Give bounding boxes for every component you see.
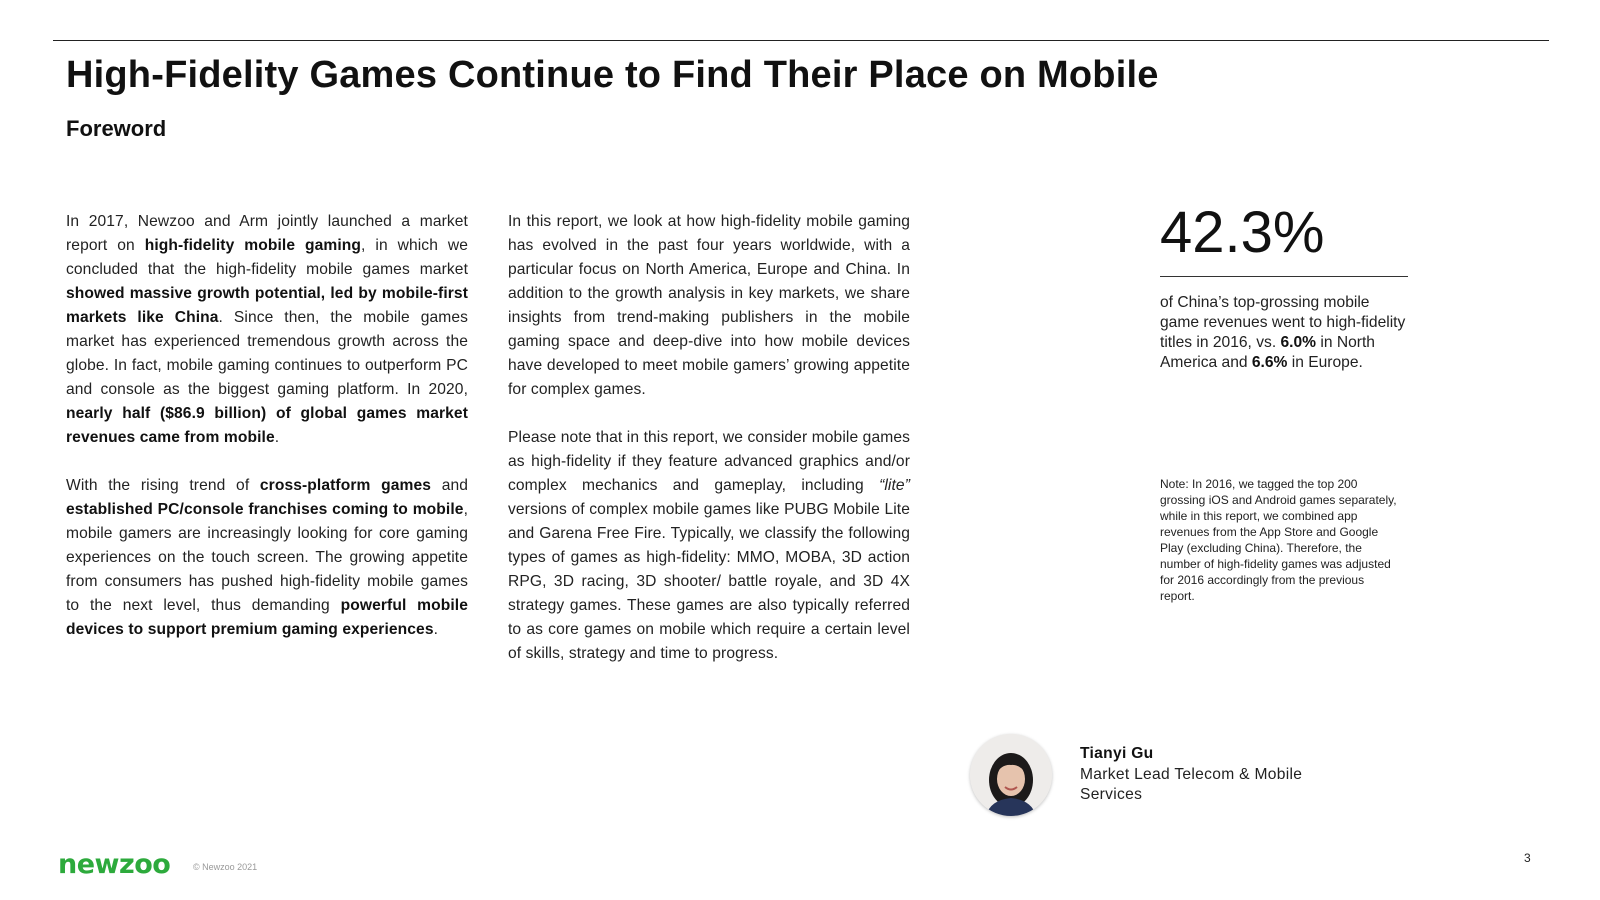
stat-value: 42.3%: [1160, 200, 1325, 265]
text-column-middle: [508, 210, 910, 690]
top-rule: [53, 40, 1549, 41]
stat-description: of China’s top-grossing mobile game revenues went to high-fidelity titles in 2016, vs. 6.0% in North America and 6.6% in Europe.: [1160, 294, 1406, 371]
paragraph: Please note that in this report, we consider mobile games as high-fidelity if they feature advanced graphics and/or complex mechanics and gameplay, including “lite” versions of complex mobile games like PUBG Mobile Lite and Garena Free Fire. Typically, we classify the following types of games as high-fidelity: MMO, MOBA, 3D action RPG, 3D racing, 3D shooter/ battle royale, and 3D 4X strategy games. These games are also typically referred to as core games on mobile which require a certain level of skills, strategy and time to progress.: [508, 429, 910, 662]
paragraph: In this report, we look at how high-fidelity mobile gaming has evolved in the past four years worldwide, with a particular focus on North America, Europe and China. In addition to the growth analysis in key markets, we share insights from trend-making publishers in the mobile gaming space and deep-dive into how mobile devices have developed to meet mobile gamers’ growing appetite for complex games.: [508, 213, 910, 398]
stat-divider: [1160, 276, 1408, 277]
page-title: High-Fidelity Games Continue to Find Their Place on Mobile: [66, 54, 1159, 96]
author-avatar: [970, 734, 1052, 816]
paragraph: With the rising trend of cross-platform games and established PC/console franchises coming to mobile, mobile gamers are increasingly looking for core gaming experiences on the touch screen. The growing appetite from consumers has pushed high-fidelity mobile games to the next level, thus demanding powerful mobile devices to support premium gaming experiences.: [66, 477, 469, 638]
paragraph: In 2017, Newzoo and Arm jointly launched a market report on high-fidelity mobile gaming, in which we concluded that the high-fidelity mobile games market showed massive growth potential, led by mobile-first markets like China. Since then, the mobile games market has experienced tremendous growth across the globe. In fact, mobile gaming continues to outperform PC and console as the biggest gaming platform. In 2020, nearly half ($86.9 billion) of global games market revenues came from mobile.: [66, 213, 469, 446]
text-column-left: [66, 210, 468, 666]
page-number: 3: [1524, 851, 1531, 865]
key-stat-callout: [1160, 198, 1410, 373]
author-role: Market Lead Telecom & Mobile Services: [1080, 766, 1303, 803]
author-name: Tianyi Gu: [1080, 745, 1154, 762]
author-portrait-icon: [970, 734, 1052, 816]
copyright: © Newzoo 2021: [193, 862, 258, 872]
methodology-note: Note: In 2016, we tagged the top 200 grossing iOS and Android games separately, while in this report, we combined app revenues from the App Store and Google Play (excluding China). Therefore, the number of high-fidelity games was adjusted for 2016 accordingly from the previous report.: [1160, 477, 1397, 603]
newzoo-logo: newzoo: [58, 849, 171, 880]
page-subtitle: Foreword: [66, 116, 167, 141]
